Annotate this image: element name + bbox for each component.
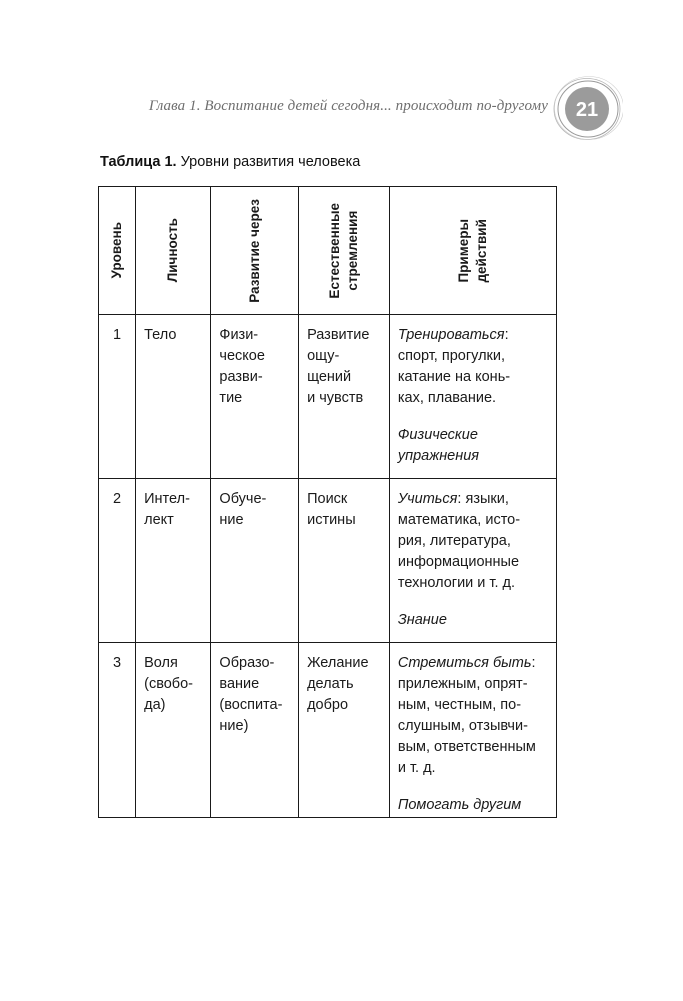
header-aspirations: Естественные стремления [299,187,390,315]
example-text: : спорт, прогулки, катание на конь- ках, плавание. [397,327,511,406]
example-tail: Помогать другим [397,797,522,813]
cell-examples [389,643,556,818]
example-lead: Стремиться быть [397,655,532,671]
table-row [99,643,557,818]
caption-label: Таблица 1. [100,154,177,170]
example-text: : прилежным, опрят- ным, честным, по- слушным, отзывчи- вым, ответственным и т. д. [397,655,536,776]
cell-personality: Тело [136,315,211,479]
page-number-circle-icon [551,76,623,142]
example-text: : языки, математика, исто- рия, литература, информационные технологии и т. д. [397,491,521,591]
example-lead: Тренироваться [397,327,505,343]
cell-personality: Воля (свобо- да) [136,643,211,818]
cell-aspiration: Поиск истины [299,479,390,643]
page-number-badge [551,76,623,142]
cell-examples [389,315,556,479]
cell-level: 1 [99,315,136,479]
example-tail: Физические упражнения [397,427,480,464]
cell-examples [389,479,556,643]
example-tail: Знание [397,612,447,628]
cell-development: Обуче- ние [211,479,299,643]
cell-development: Физи- ческое разви- тие [211,315,299,479]
cell-development: Образо- вание (воспита- ние) [211,643,299,818]
header-examples: Примеры действий [389,187,556,315]
page-number: 21 [575,99,599,121]
header-development: Развитие через [211,187,299,315]
table-row [99,315,557,479]
table-caption [100,154,360,170]
cell-aspiration: Развитие ощу- щений и чувств [299,315,390,479]
cell-level: 3 [99,643,136,818]
table-row [99,479,557,643]
header-personality: Личность [136,187,211,315]
running-header: Глава 1. Воспитание детей сегодня... происходит по-другому [148,98,548,114]
cell-aspiration: Желание делать добро [299,643,390,818]
cell-personality: Интел- лект [136,479,211,643]
example-lead: Учиться [397,491,458,507]
header-level: Уровень [99,187,136,315]
table-header-row [99,187,557,315]
caption-title: Уровни развития человека [176,154,361,170]
cell-level: 2 [99,479,136,643]
development-levels-table [98,186,557,818]
